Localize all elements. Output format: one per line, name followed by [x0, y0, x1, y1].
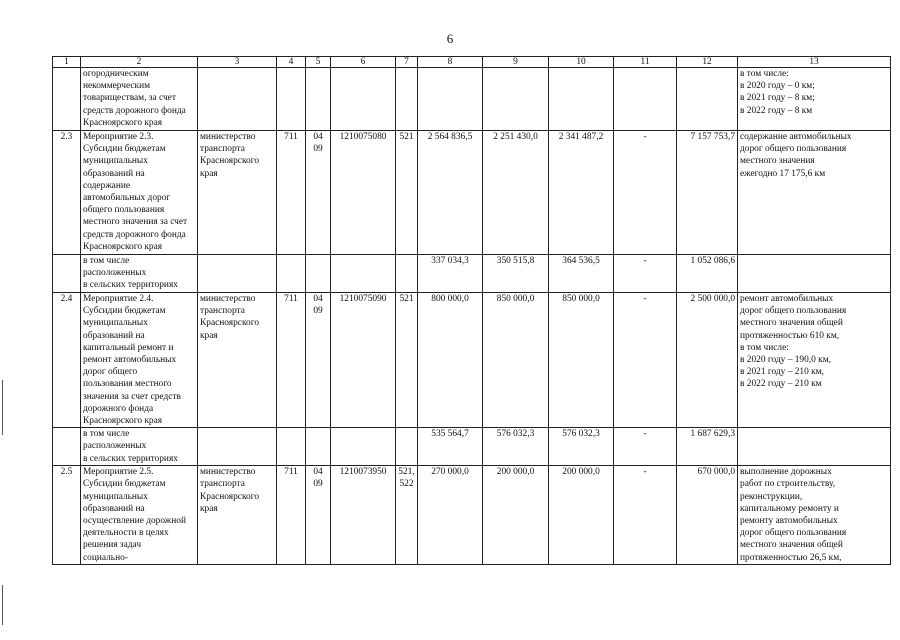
result-cell: выполнение дорожных работ по строительству, реконструкции, капитальному ремонту и ремонту автомобильных дорог общего пользования местного значения общей протяженностью 26,5 км,	[738, 466, 891, 565]
item-number-cell: 2.4	[53, 293, 81, 428]
value-col11-cell	[614, 68, 677, 131]
value-col11-cell: -	[614, 131, 677, 255]
section-code-cell: 04 09	[306, 466, 331, 565]
section-code-cell	[306, 68, 331, 131]
value-col11-cell: -	[614, 428, 677, 466]
item-number-cell	[53, 255, 81, 293]
executor-cell: министерство транспорта Красноярского края	[198, 293, 277, 428]
section-code-cell	[306, 255, 331, 293]
column-number: 12	[677, 57, 738, 68]
grbs-code-cell: 711	[277, 293, 306, 428]
value-2021-cell: 576 032,3	[483, 428, 549, 466]
measure-name-cell: огородническим некоммерческим товариществам, за счет средств дорожного фонда Красноярского края	[81, 68, 198, 131]
column-number: 6	[331, 57, 396, 68]
value-2022-cell: 200 000,0	[549, 466, 614, 565]
result-cell: ремонт автомобильных дорог общего пользования местного значения общей протяженностью 610 км, в том числе: в 2020 году – 190,0 км, в 2021 году – 210 км, в 2022 году – 210 км	[738, 293, 891, 428]
value-col11-cell: -	[614, 255, 677, 293]
item-number-cell	[53, 68, 81, 131]
grbs-code-cell	[277, 68, 306, 131]
item-number-cell: 2.3	[53, 131, 81, 255]
column-number: 5	[306, 57, 331, 68]
executor-cell	[198, 255, 277, 293]
total-cell: 2 500 000,0	[677, 293, 738, 428]
executor-cell: министерство транспорта Красноярского края	[198, 131, 277, 255]
measure-name-cell: в том числе расположенных в сельских территориях	[81, 255, 198, 293]
measure-name-cell: Мероприятие 2.4. Субсидии бюджетам муниципальных образований на капитальный ремонт и ремонт автомобильных дорог общего пользования местного значения за счет средств дорожного фонда Красноярского края	[81, 293, 198, 428]
grbs-code-cell: 711	[277, 466, 306, 565]
result-cell	[738, 428, 891, 466]
value-2022-cell	[549, 68, 614, 131]
executor-cell	[198, 68, 277, 131]
total-cell: 1 052 086,6	[677, 255, 738, 293]
column-number: 8	[418, 57, 483, 68]
column-number: 1	[53, 57, 81, 68]
table-row	[53, 293, 891, 428]
column-number: 11	[614, 57, 677, 68]
value-2022-cell: 576 032,3	[549, 428, 614, 466]
result-cell	[738, 255, 891, 293]
total-cell: 670 000,0	[677, 466, 738, 565]
page-number: 6	[446, 31, 454, 46]
table-row	[53, 428, 891, 466]
executor-cell	[198, 428, 277, 466]
grbs-code-cell	[277, 428, 306, 466]
section-code-cell: 04 09	[306, 131, 331, 255]
item-number-cell: 2.5	[53, 466, 81, 565]
left-margin-line	[2, 380, 3, 435]
grbs-code-cell	[277, 255, 306, 293]
column-number-row	[53, 57, 891, 68]
target-article-cell: 1210075080	[331, 131, 396, 255]
value-2021-cell: 200 000,0	[483, 466, 549, 565]
table-row	[53, 255, 891, 293]
value-2021-cell: 850 000,0	[483, 293, 549, 428]
value-col11-cell: -	[614, 466, 677, 565]
column-number: 7	[396, 57, 418, 68]
measure-name-cell: Мероприятие 2.5. Субсидии бюджетам муниципальных образований на осуществление дорожной деятельности в целях решения задач социально-	[81, 466, 198, 565]
expense-type-cell	[396, 255, 418, 293]
table-row	[53, 68, 891, 131]
measure-name-cell: в том числе расположенных в сельских территориях	[81, 428, 198, 466]
value-2020-cell	[418, 68, 483, 131]
value-2022-cell: 2 341 487,2	[549, 131, 614, 255]
program-table	[52, 56, 891, 565]
target-article-cell	[331, 428, 396, 466]
expense-type-cell	[396, 68, 418, 131]
target-article-cell: 1210073950	[331, 466, 396, 565]
column-number: 13	[738, 57, 891, 68]
value-2020-cell: 800 000,0	[418, 293, 483, 428]
section-code-cell	[306, 428, 331, 466]
column-number: 3	[198, 57, 277, 68]
column-number: 9	[483, 57, 549, 68]
item-number-cell	[53, 428, 81, 466]
value-2021-cell: 2 251 430,0	[483, 131, 549, 255]
value-2022-cell: 364 536,5	[549, 255, 614, 293]
total-cell: 7 157 753,7	[677, 131, 738, 255]
target-article-cell	[331, 68, 396, 131]
target-article-cell	[331, 255, 396, 293]
result-cell: содержание автомобильных дорог общего пользования местного значения ежегодно 17 175,6 км	[738, 131, 891, 255]
value-2020-cell: 337 034,3	[418, 255, 483, 293]
column-number: 2	[81, 57, 198, 68]
column-number: 10	[549, 57, 614, 68]
section-code-cell: 04 09	[306, 293, 331, 428]
table-row	[53, 131, 891, 255]
left-margin-line	[2, 585, 3, 625]
value-2021-cell	[483, 68, 549, 131]
total-cell	[677, 68, 738, 131]
value-2020-cell: 270 000,0	[418, 466, 483, 565]
column-number: 4	[277, 57, 306, 68]
expense-type-cell: 521	[396, 131, 418, 255]
expense-type-cell	[396, 428, 418, 466]
expense-type-cell: 521	[396, 293, 418, 428]
target-article-cell: 1210075090	[331, 293, 396, 428]
value-2022-cell: 850 000,0	[549, 293, 614, 428]
value-col11-cell: -	[614, 293, 677, 428]
table-row	[53, 466, 891, 565]
result-cell: в том числе: в 2020 году – 0 км; в 2021 году – 8 км; в 2022 году – 8 км	[738, 68, 891, 131]
value-2020-cell: 2 564 836,5	[418, 131, 483, 255]
value-2020-cell: 535 564,7	[418, 428, 483, 466]
total-cell: 1 687 629,3	[677, 428, 738, 466]
expense-type-cell: 521, 522	[396, 466, 418, 565]
value-2021-cell: 350 515,8	[483, 255, 549, 293]
grbs-code-cell: 711	[277, 131, 306, 255]
measure-name-cell: Мероприятие 2.3. Субсидии бюджетам муниципальных образований на содержание автомобильных дорог общего пользования местного значения за счет средств дорожного фонда Красноярского края	[81, 131, 198, 255]
executor-cell: министерство транспорта Красноярского края	[198, 466, 277, 565]
